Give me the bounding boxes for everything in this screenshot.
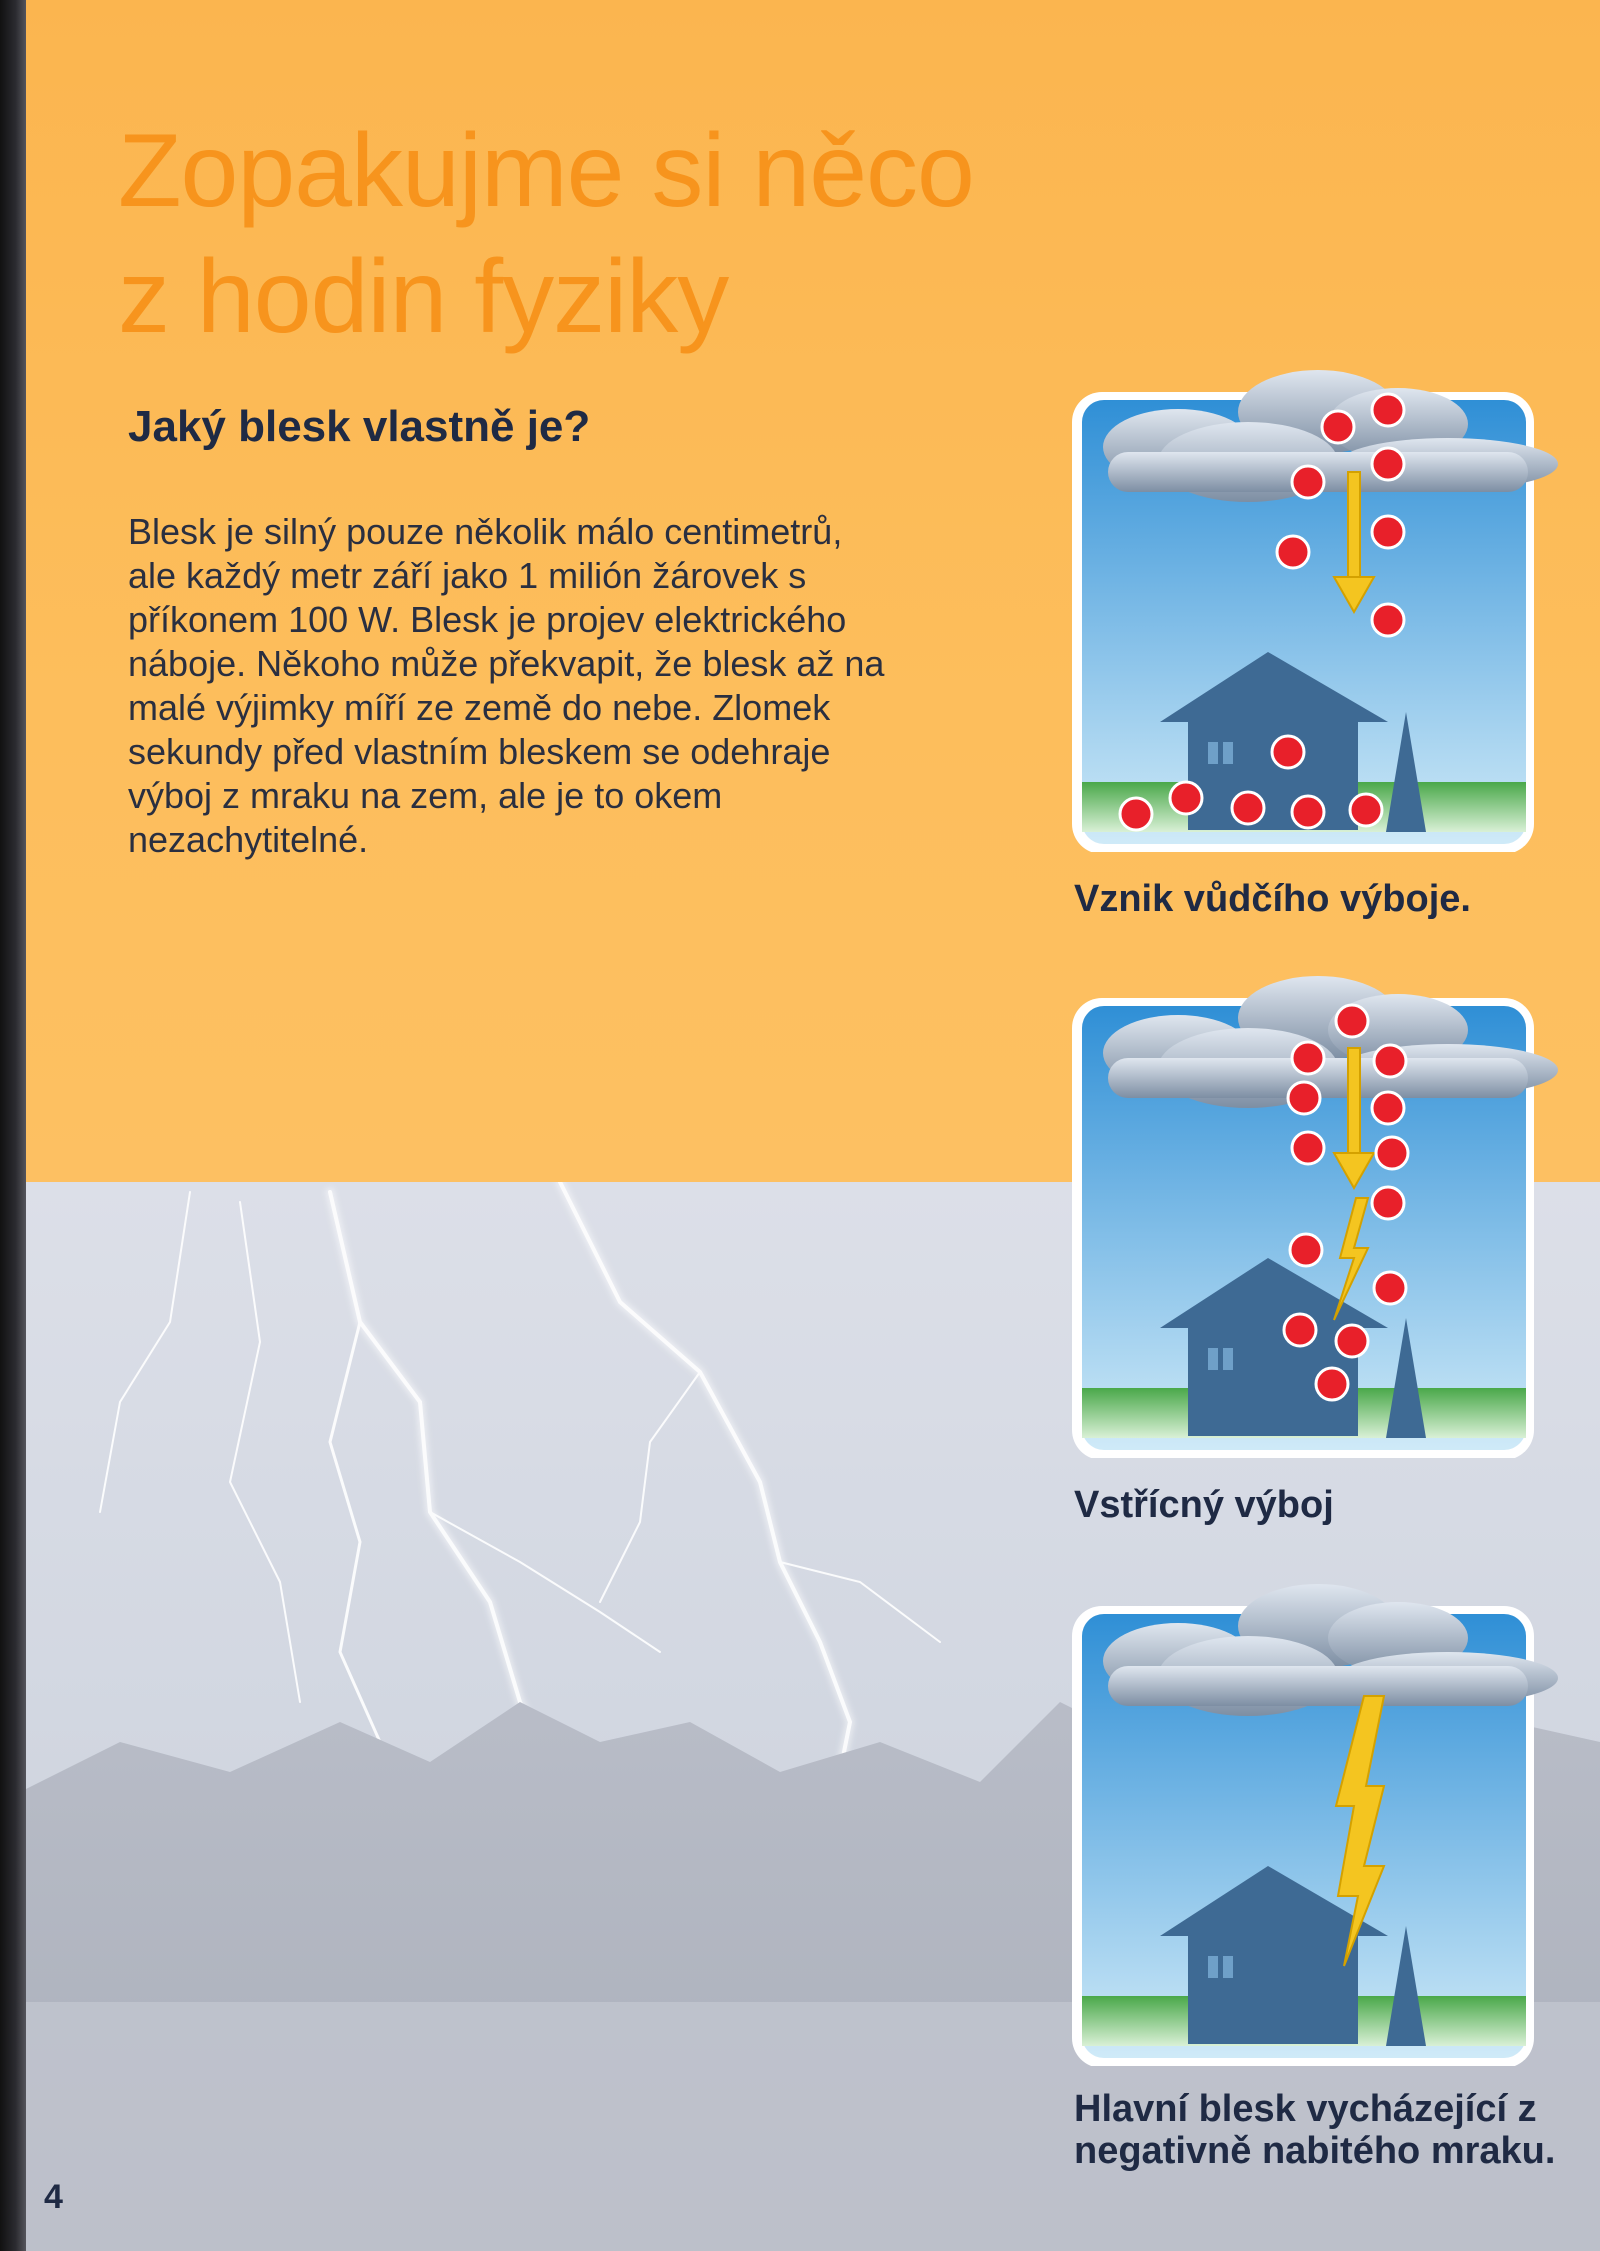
diagram-2-caption: Vstřícný výboj xyxy=(1074,1484,1334,1526)
diagram-1-caption: Vznik vůdčího výboje. xyxy=(1074,878,1471,920)
headline-line-2: z hodin fyziky xyxy=(118,239,729,355)
page-headline xyxy=(118,108,974,360)
diagram-3-caption: Hlavní blesk vycházející z negativně nabitého mraku. xyxy=(1074,2088,1556,2172)
diagram-leader-discharge xyxy=(1068,352,1558,852)
section-body-text: Blesk je silný pouze několik málo centimetrů, ale každý metr září jako 1 milión žárovek s příkonem 100 W. Blesk je projev elektrického náboje. Někoho může překvapit, že blesk až na malé výjimky míří ze země do nebe. Zlomek sekundy před vlastním bleskem se odehraje výboj z mraku na zem, ale je to okem nezachytitelné. xyxy=(128,511,885,860)
diagram-main-lightning xyxy=(1068,1566,1558,2066)
section-heading: Jaký blesk vlastně je? xyxy=(128,402,591,451)
diagram-upward-streamer xyxy=(1068,958,1558,1458)
headline-line-1: Zopakujme si něco xyxy=(118,113,974,229)
page-number: 4 xyxy=(44,2178,63,2216)
page-binding-edge xyxy=(0,0,26,2251)
